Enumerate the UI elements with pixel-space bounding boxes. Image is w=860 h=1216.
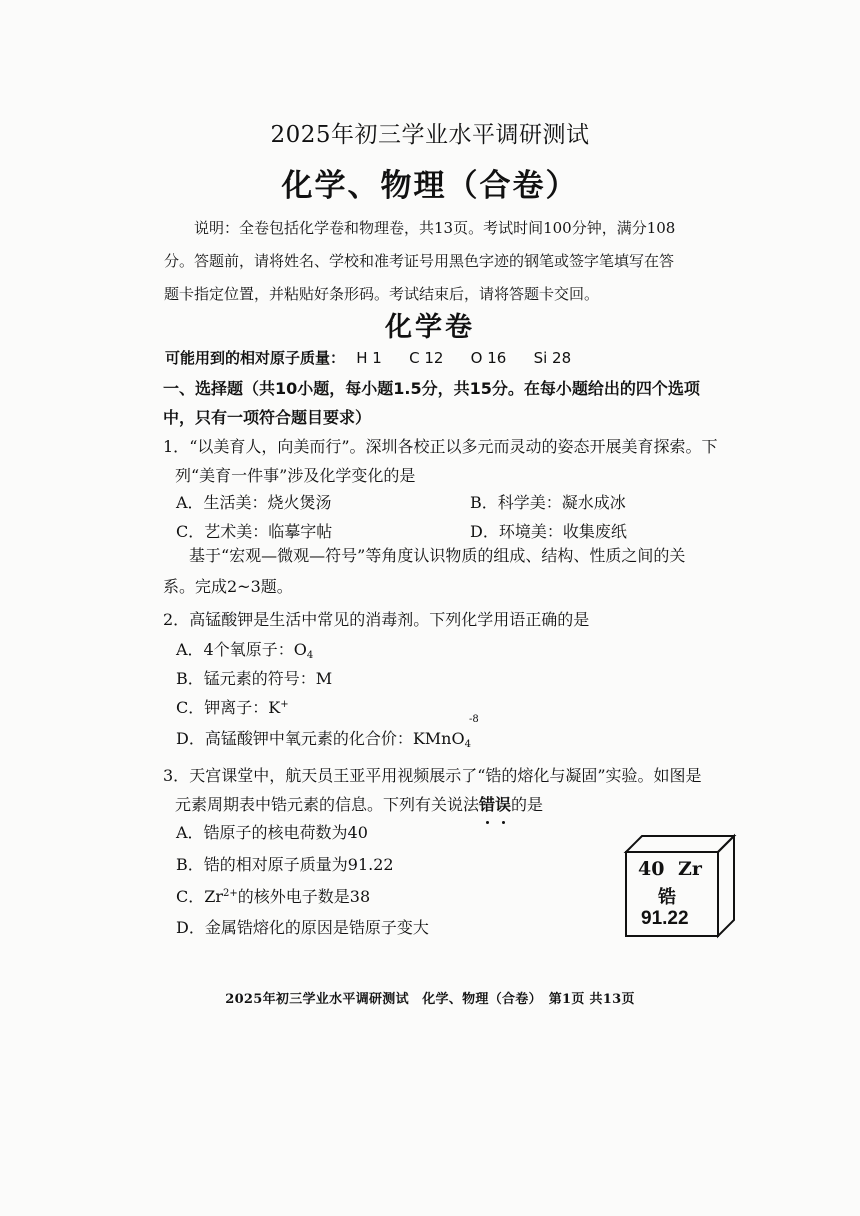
q3-option-b: B．锆的相对原子质量为91.22: [176, 855, 394, 874]
question-3-line-2-post: 的是: [511, 795, 544, 814]
page-footer: 2025年初三学业水平调研测试 化学、物理（合卷） 第1页 共13页: [225, 992, 635, 1007]
question-1-line-2: 列“美育一件事”涉及化学变化的是: [175, 466, 416, 485]
q2-option-c-superscript: +: [280, 699, 289, 710]
q2-option-a: [176, 637, 313, 661]
q3-option-c-pre: C．Zr: [176, 887, 224, 906]
instructions-line-3: 题卡指定位置，并粘贴好条形码。考试结束后，请将答题卡交回。: [164, 285, 600, 303]
q2-option-c-text: C．钾离子：K: [176, 698, 281, 717]
q3-option-d: D．金属锆熔化的原因是锆原子变大: [176, 918, 429, 937]
q2-option-c: [176, 695, 289, 718]
questions-2-3-intro: [163, 540, 763, 602]
zirconium-element-cell: [622, 828, 742, 940]
element-symbol: Zr: [678, 858, 702, 880]
atomic-mass-h: H 1: [356, 349, 382, 367]
q1-option-a: A．生活美：烧火煲汤: [176, 493, 332, 512]
atomic-mass-label: 可能用到的相对原子质量：: [165, 349, 346, 367]
atomic-mass-line: [165, 347, 593, 368]
q1-option-b: B．科学美：凝水成冰: [470, 493, 626, 512]
q2-option-d-subscript: 4: [464, 739, 471, 750]
q2-option-a-subscript: 4: [306, 650, 314, 661]
q3-option-a: A．锆原子的核电荷数为40: [176, 823, 368, 842]
q2-option-b: B．锰元素的符号：M: [176, 669, 333, 688]
q1-option-c: C．艺术美：临摹字帖: [176, 522, 333, 541]
atomic-mass-si: Si 28: [533, 349, 572, 367]
question-3-stem: [163, 761, 763, 819]
question-2-stem: [163, 607, 589, 630]
q2-option-a-text: A．4个氧原子：O: [176, 640, 307, 659]
question-2-text: 高锰酸钾是生活中常见的消毒剂。下列化学用语正确的是: [189, 610, 590, 629]
section-heading-line-1: 一、选择题（共10小题，每小题1.5分，共15分。在每小题给出的四个选项: [163, 379, 700, 398]
subject-title: 化学、物理（合卷）: [281, 168, 579, 204]
instructions-line-2: 分。答题前，请将姓名、学校和准考证号用黑色字迹的钢笔或签字笔填写在答: [164, 252, 675, 270]
intro-2-3-line-2: 系。完成2~3题。: [163, 577, 293, 596]
question-3-line-2: [163, 790, 763, 819]
chemistry-section-title: 化学卷: [385, 312, 475, 343]
atomic-mass-c: C 12: [409, 349, 444, 367]
q2-option-d-valence-mark: -8: [469, 714, 479, 725]
question-1-stem: [163, 432, 763, 490]
choice-section-heading: [163, 374, 743, 432]
question-1-number: 1．: [163, 437, 190, 456]
intro-2-3-line-1: 基于“宏观—微观—符号”等角度认识物质的组成、结构、性质之间的关: [189, 546, 686, 565]
exam-instructions: [164, 212, 704, 311]
q3-option-c-superscript: 2+: [223, 888, 238, 899]
element-name: 锆: [658, 887, 676, 908]
exam-title: 2025年初三学业水平调研测试: [270, 122, 590, 148]
instructions-line-1: 说明：全卷包括化学卷和物理卷，共13页。考试时间100分钟，满分108: [194, 219, 676, 237]
q2-option-d: [176, 714, 479, 750]
atomic-mass: 91.22: [641, 908, 689, 929]
question-3-line-1: 天宫课堂中，航天员王亚平用视频展示了“锆的熔化与凝固”实验。如图是: [189, 766, 702, 785]
q1-option-d: D．环境美：收集废纸: [470, 522, 627, 541]
q3-option-c-post: 的核外电子数是38: [237, 887, 371, 906]
q3-option-c: [176, 884, 370, 907]
emphasis-char-1: 错: [479, 790, 495, 819]
q2-option-d-text: D．高锰酸钾中氧元素的化合价：KMnO: [176, 729, 465, 748]
atomic-mass-o: O 16: [470, 349, 507, 367]
question-2-number: 2．: [163, 610, 190, 629]
question-1-line-1: “以美育人，向美而行”。深圳各校正以多元而灵动的姿态开展美育探索。下: [189, 437, 718, 456]
atomic-number: 40: [638, 858, 665, 880]
question-3-line-2-pre: 元素周期表中锆元素的信息。下列有关说法: [175, 795, 480, 814]
question-3-number: 3．: [163, 766, 190, 785]
emphasis-char-2: 误: [495, 790, 511, 819]
section-heading-line-2: 中，只有一项符合题目要求）: [163, 408, 372, 427]
